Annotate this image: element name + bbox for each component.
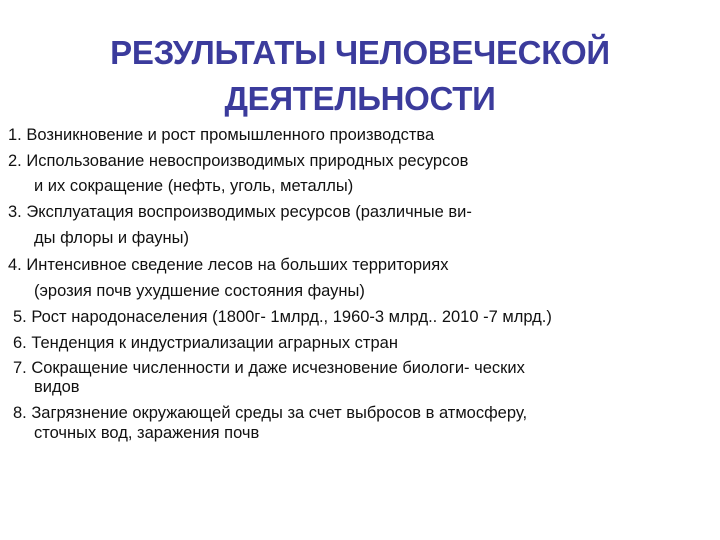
title-line-1: РЕЗУЛЬТАТЫ ЧЕЛОВЕЧЕСКОЙ xyxy=(110,34,610,71)
list-item-8-continued: сточных вод, заражения почв xyxy=(34,424,260,442)
list-item-8: 8. Загрязнение окружающей среды за счет выбросов в атмосферу, xyxy=(13,404,528,422)
slide-title xyxy=(0,30,720,122)
list-item-4: 4. Интенсивное сведение лесов на больших территориях xyxy=(8,256,449,274)
list-item-6: 6. Тенденция к индустриализации аграрных стран xyxy=(13,334,398,352)
list-item-4-continued: (эрозия почв ухудшение состояния фауны) xyxy=(34,282,365,300)
list-item-3-continued: ды флоры и фауны) xyxy=(34,229,189,247)
list-item-3: 3. Эксплуатация воспроизводимых ресурсов (различные ви- xyxy=(8,203,472,221)
list-item-1: 1. Возникновение и рост промышленного производства xyxy=(8,126,435,144)
list-item-7: 7. Сокращение численности и даже исчезновение биологи- ческих xyxy=(13,359,525,377)
list-item-2: 2. Использование невоспроизводимых природных ресурсов xyxy=(8,152,469,170)
list-item-5: 5. Рост народонаселения (1800г- 1млрд., 1960-3 млрд.. 2010 -7 млрд.) xyxy=(13,308,552,326)
title-line-2: ДЕЯТЕЛЬНОСТИ xyxy=(224,80,496,117)
list-item-2-continued: и их сокращение (нефть, уголь, металлы) xyxy=(34,177,354,195)
list-item-7-continued: видов xyxy=(34,378,80,396)
